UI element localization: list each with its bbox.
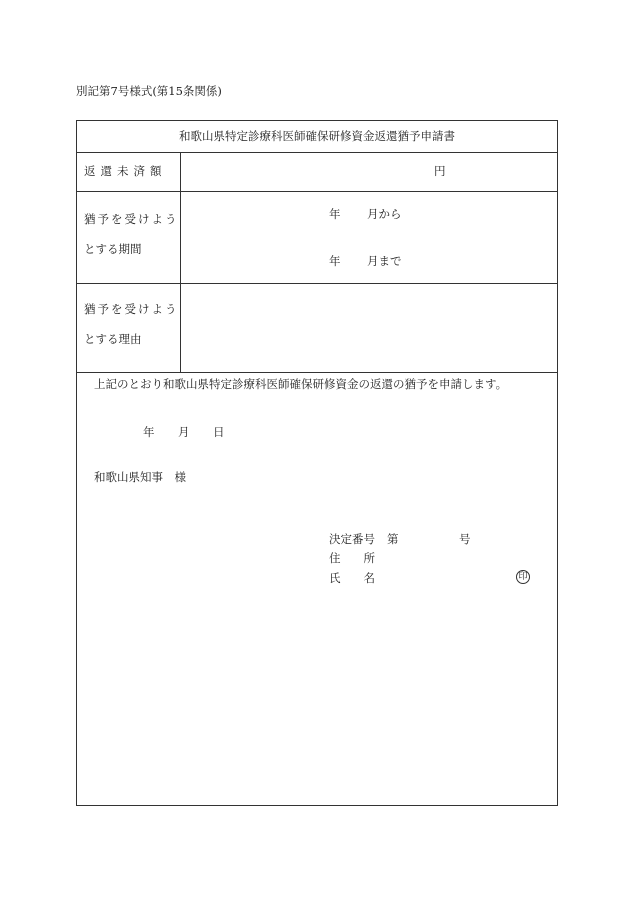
- addressee: 和歌山県知事 様: [94, 470, 186, 484]
- reason-divider: [76, 372, 558, 373]
- date-year[interactable]: 年: [143, 425, 155, 439]
- period-to-year[interactable]: 年: [329, 254, 341, 268]
- unpaid-amount-value[interactable]: 円: [434, 164, 446, 178]
- title-divider: [76, 152, 558, 153]
- period-to-month[interactable]: 月まで: [367, 254, 402, 268]
- form-number-note: 別記第7号様式(第15条関係): [76, 84, 222, 98]
- period-label-line2: とする期間: [84, 242, 142, 256]
- name-label: 氏 名: [329, 571, 375, 585]
- label-column-divider: [180, 152, 181, 372]
- date-day[interactable]: 日: [213, 425, 225, 439]
- unpaid-amount-label: 返還未済額: [84, 164, 167, 178]
- date-month[interactable]: 月: [178, 425, 190, 439]
- reason-input[interactable]: [182, 285, 556, 371]
- address-label: 住 所: [329, 551, 375, 565]
- reason-label-line2: とする理由: [84, 332, 142, 346]
- form-title: 和歌山県特定診療科医師確保研修資金返還猶予申請書: [179, 129, 455, 143]
- reason-label-line1: 猶予を受けよう: [84, 302, 179, 316]
- period-divider: [76, 283, 558, 284]
- decision-number-prefix: 第: [387, 532, 399, 546]
- period-from-year[interactable]: 年: [329, 207, 341, 221]
- seal-mark: 印: [516, 570, 530, 584]
- decision-number-label: 決定番号: [329, 532, 375, 546]
- application-statement: 上記のとおり和歌山県特定診療科医師確保研修資金の返還の猶予を申請します。: [94, 377, 508, 391]
- period-label-line1: 猶予を受けよう: [84, 212, 179, 226]
- unpaid-divider: [76, 191, 558, 192]
- period-from-month[interactable]: 月から: [367, 207, 402, 221]
- decision-number-suffix: 号: [459, 532, 471, 546]
